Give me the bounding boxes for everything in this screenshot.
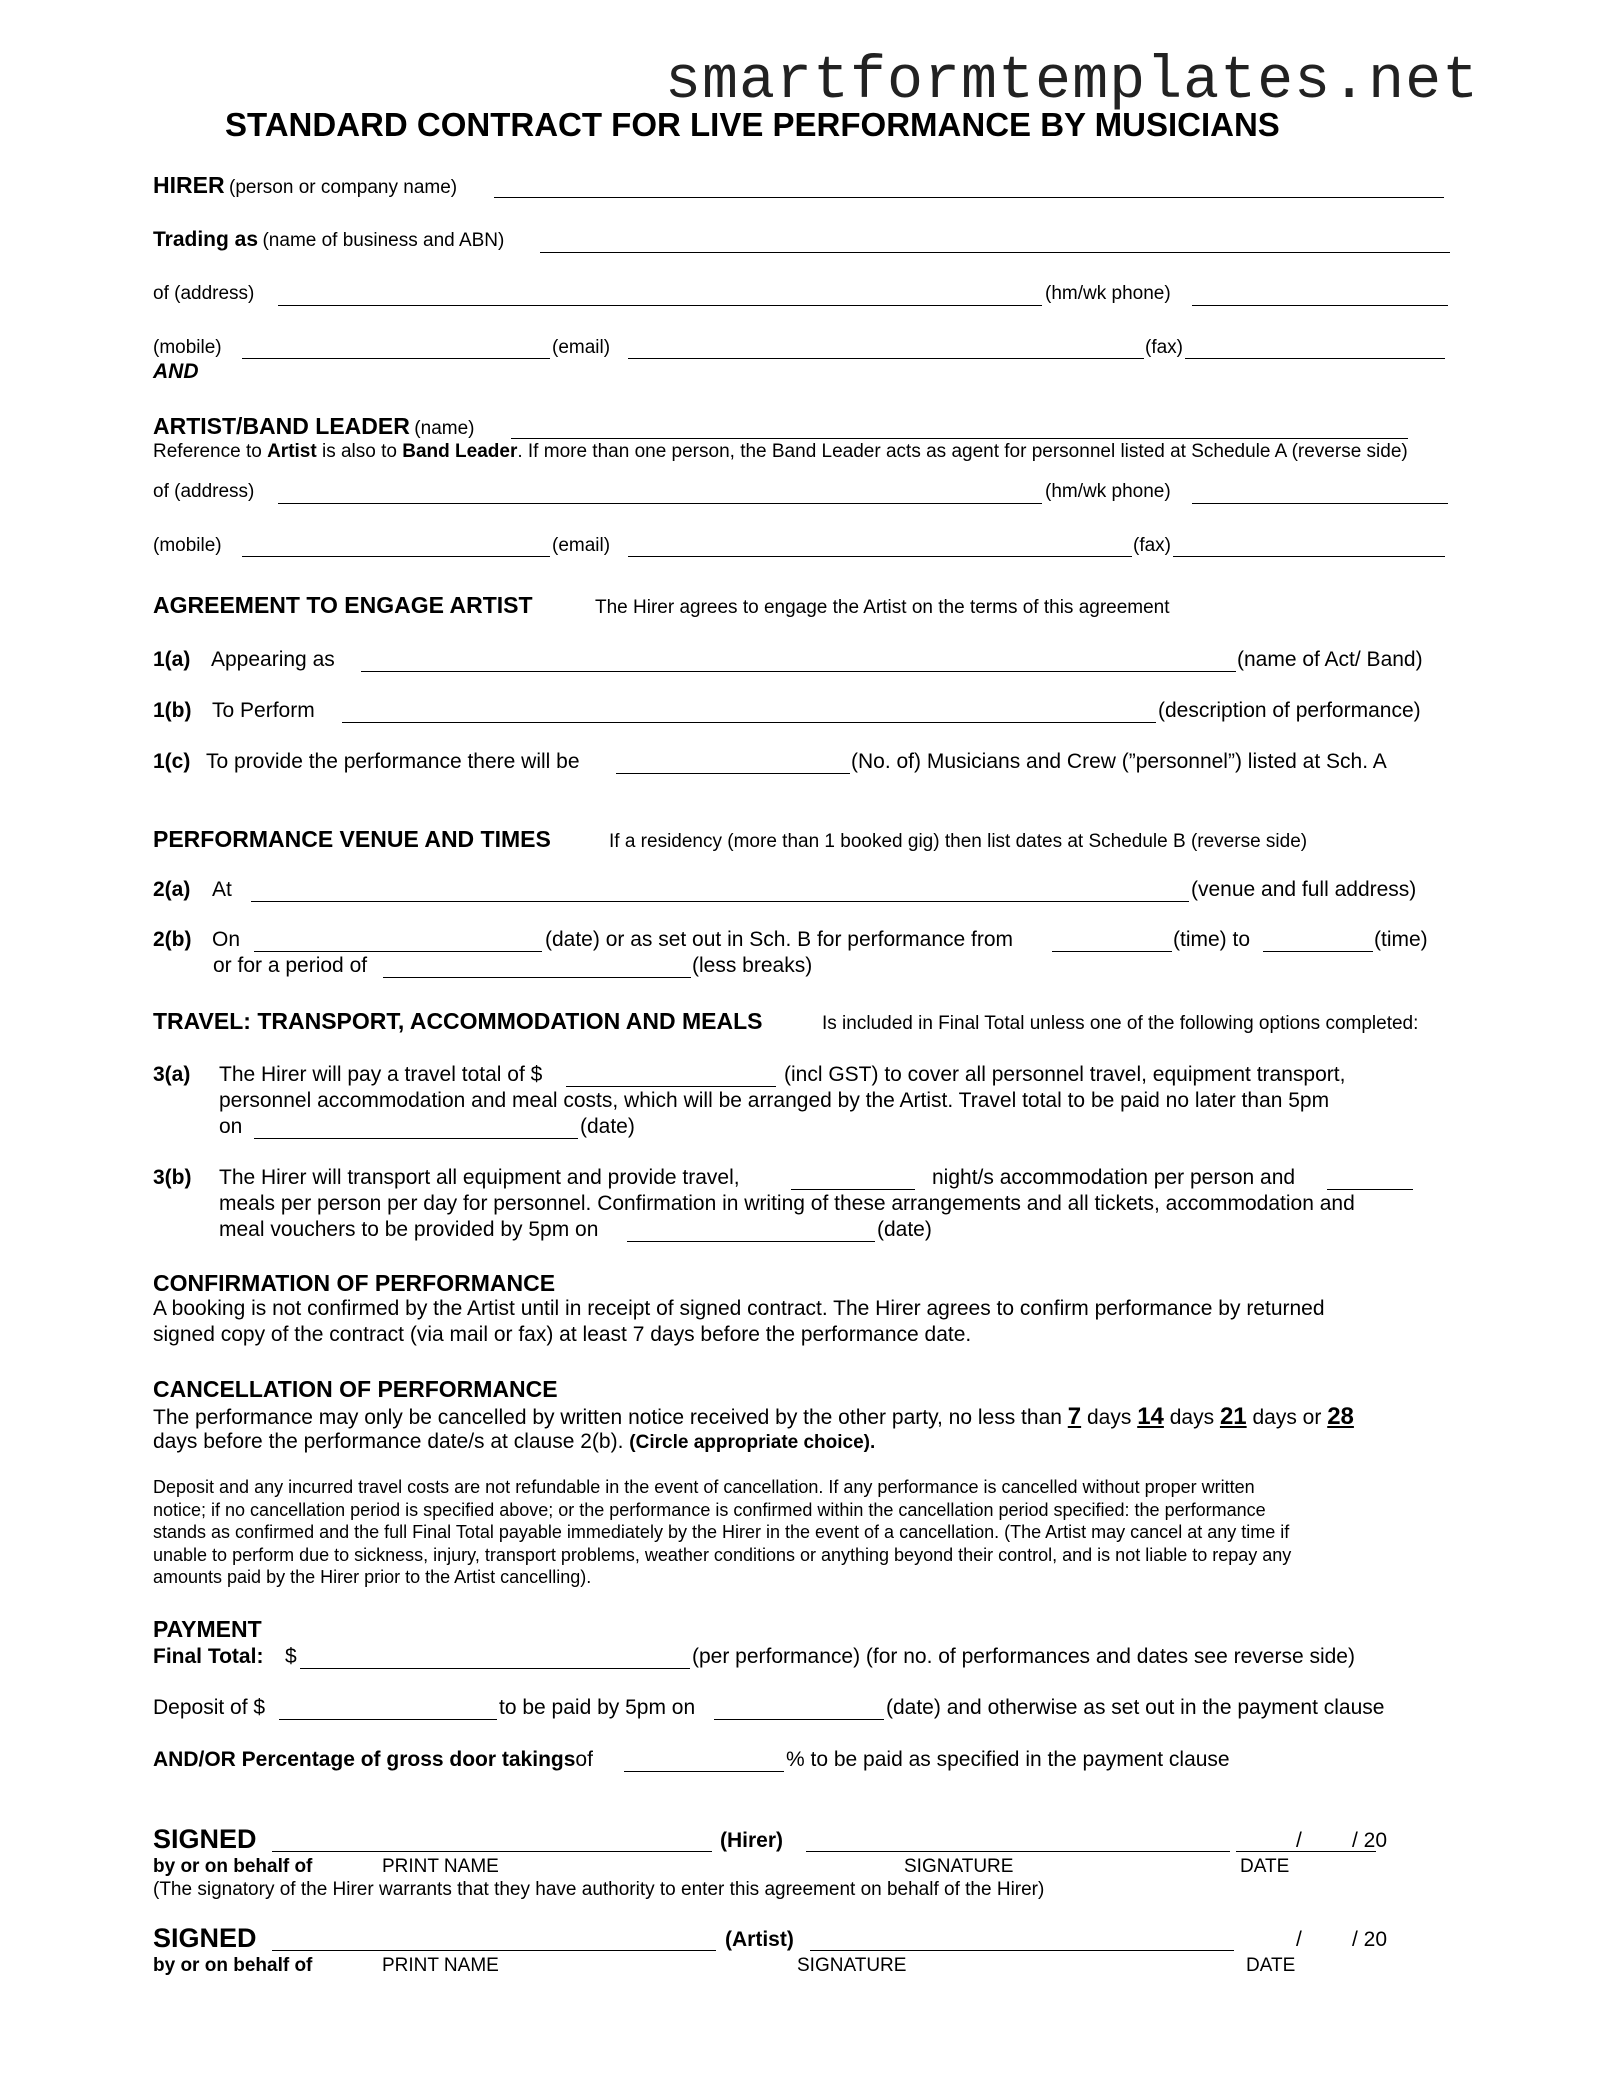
travel-total-field[interactable]	[566, 1086, 776, 1087]
artist-reference: Reference to Artist is also to Band Leader. If more than one person, the Band Leader acts as agent for personnel listed at Schedule A (reverse side)	[153, 441, 1408, 462]
artist-label: ARTIST/BAND LEADER	[153, 413, 410, 439]
clause-2b-period: or for a period of	[213, 954, 368, 977]
final-total-field[interactable]	[300, 1668, 690, 1669]
trading-hint: (name of business and ABN)	[262, 230, 505, 251]
clause-2b-mid: (date) or as set out in Sch. B for performance from	[545, 928, 1014, 951]
clause-3a-line2: personnel accommodation and meal costs, which will be arranged by the Artist. Travel total to be paid no later than 5pm	[219, 1089, 1330, 1112]
hirer-print-name-field[interactable]	[272, 1851, 712, 1852]
hirer-date-caption: DATE	[1240, 1856, 1290, 1877]
clause-3b-number: 3(b)	[153, 1166, 192, 1189]
hirer-email-field[interactable]	[628, 358, 1144, 359]
hirer-email-label: (email)	[552, 337, 611, 358]
clause-1c-label: To provide the performance there will be	[206, 750, 580, 773]
hirer-mobile-field[interactable]	[242, 358, 550, 359]
artist-role: (Artist)	[725, 1928, 794, 1951]
clause-3b-line3-a: meal vouchers to be provided by 5pm on	[219, 1218, 599, 1241]
clause-3b-line2: meals per person per day for personnel. Confirmation in writing of these arrangements and all tickets, accommodation and	[219, 1192, 1355, 1215]
confirmation-heading: CONFIRMATION OF PERFORMANCE	[153, 1270, 556, 1296]
artist-fax-field[interactable]	[1173, 556, 1445, 557]
hirer-signature-field[interactable]	[806, 1851, 1230, 1852]
travel-payment-date-field[interactable]	[254, 1138, 578, 1139]
performance-date-field[interactable]	[254, 951, 542, 952]
signed-artist-label: SIGNED	[153, 1923, 257, 1953]
clause-1a-number: 1(a)	[153, 648, 191, 671]
clause-1a-suffix: (name of Act/ Band)	[1237, 648, 1423, 671]
agreement-heading: AGREEMENT TO ENGAGE ARTIST	[153, 592, 533, 618]
hirer-print-caption: PRINT NAME	[382, 1856, 499, 1877]
notice-option-14[interactable]: 14	[1137, 1403, 1164, 1430]
artist-name-field[interactable]	[511, 438, 1408, 439]
artist-phone-field[interactable]	[1192, 503, 1448, 504]
meals-field[interactable]	[1327, 1189, 1413, 1190]
notice-option-7[interactable]: 7	[1067, 1403, 1082, 1430]
page-title: STANDARD CONTRACT FOR LIVE PERFORMANCE BY MUSICIANS	[225, 106, 1280, 143]
clause-2b-number: 2(b)	[153, 928, 192, 951]
clause-2a-label: At	[212, 878, 232, 901]
clause-2a-suffix: (venue and full address)	[1191, 878, 1417, 901]
travel-heading: TRAVEL: TRANSPORT, ACCOMMODATION AND MEALS	[153, 1008, 763, 1034]
artist-email-label: (email)	[552, 535, 611, 556]
deposit-date-field[interactable]	[714, 1719, 884, 1720]
artist-email-field[interactable]	[628, 556, 1132, 557]
hirer-behalf: by or on behalf of	[153, 1856, 313, 1877]
artist-print-name-field[interactable]	[272, 1950, 716, 1951]
hirer-phone-label: (hm/wk phone)	[1045, 283, 1171, 304]
hirer-warrant-note: (The signatory of the Hirer warrants that they have authority to enter this agreement on behalf of the Hirer)	[153, 1879, 1045, 1900]
artist-phone-label: (hm/wk phone)	[1045, 481, 1171, 502]
deposit-label: Deposit of $	[153, 1696, 266, 1719]
artist-behalf: by or on behalf of	[153, 1955, 313, 1976]
hirer-date-year: / 20	[1352, 1829, 1388, 1852]
nights-field[interactable]	[791, 1189, 915, 1190]
agreement-note: The Hirer agrees to engage the Artist on the terms of this agreement	[595, 597, 1170, 618]
venue-heading: PERFORMANCE VENUE AND TIMES	[153, 826, 551, 852]
travel-note: Is included in Final Total unless one of the following options completed:	[822, 1013, 1419, 1034]
artist-fax-label: (fax)	[1133, 535, 1171, 556]
clause-2b-breaks: (less breaks)	[692, 954, 813, 977]
artist-date-slash: /	[1296, 1928, 1302, 1951]
clause-1b-number: 1(b)	[153, 699, 192, 722]
cancellation-terms: Deposit and any incurred travel costs are not refundable in the event of cancellation. If any performance is cancelled without proper written notice; if no cancellation period is specified above; or the performance is confirmed within the cancellation period specified: the performance stands as confirmed and the full Final Total payable immediately by the Hirer in the event of a cancellation. (The Artist may cancel at any time if unable to perform due to sickness, injury, transport problems, weather conditions or anything beyond their control, and is not liable to repay any amounts paid by the Hirer prior to the Artist cancelling).	[153, 1477, 1292, 1587]
venue-address-field[interactable]	[251, 901, 1189, 902]
artist-signature-caption: SIGNATURE	[797, 1955, 907, 1976]
cancellation-line2: days before the performance date/s at clause 2(b). (Circle appropriate choice).	[153, 1430, 876, 1453]
hirer-role: (Hirer)	[720, 1829, 784, 1852]
confirmation-line1: A booking is not confirmed by the Artist until in receipt of signed contract. The Hirer agrees to confirm performance by returned	[153, 1297, 1325, 1320]
clause-1a-label: Appearing as	[211, 648, 335, 671]
vouchers-date-field[interactable]	[627, 1241, 875, 1242]
deposit-due-label: to be paid by 5pm on	[499, 1696, 696, 1719]
personnel-count-field[interactable]	[616, 773, 850, 774]
clause-3b-line1-b: night/s accommodation per person and	[932, 1166, 1296, 1189]
artist-hint: (name)	[414, 418, 475, 439]
and-label: AND	[153, 360, 199, 383]
artist-print-caption: PRINT NAME	[382, 1955, 499, 1976]
payment-heading: PAYMENT	[153, 1616, 262, 1642]
percentage-suffix: % to be paid as specified in the payment clause	[786, 1748, 1230, 1771]
period-field[interactable]	[383, 977, 691, 978]
final-total-label: Final Total:	[153, 1645, 264, 1668]
cancellation-heading: CANCELLATION OF PERFORMANCE	[153, 1376, 558, 1402]
clause-3b-line1-a: The Hirer will transport all equipment and provide travel,	[219, 1166, 740, 1189]
clause-3b-line3-date: (date)	[877, 1218, 932, 1241]
clause-1b-suffix: (description of performance)	[1158, 699, 1421, 722]
hirer-phone-field[interactable]	[1192, 305, 1448, 306]
artist-address-field[interactable]	[278, 503, 1042, 504]
percentage-label: AND/OR Percentage of gross door takings	[153, 1748, 576, 1771]
hirer-fax-field[interactable]	[1185, 358, 1445, 359]
performance-description-field[interactable]	[342, 722, 1156, 723]
deposit-amount-field[interactable]	[279, 1719, 497, 1720]
percentage-field[interactable]	[624, 1771, 784, 1772]
clause-1b-label: To Perform	[212, 699, 315, 722]
clause-2b-time-to: (time) to	[1173, 928, 1251, 951]
hirer-fax-label: (fax)	[1145, 337, 1183, 358]
start-time-field[interactable]	[1052, 951, 1172, 952]
trading-field[interactable]	[540, 252, 1450, 253]
clause-3a-line1-a: The Hirer will pay a travel total of $	[219, 1063, 543, 1086]
notice-option-28[interactable]: 28	[1327, 1403, 1354, 1430]
watermark: smartformtemplates.net	[665, 48, 1480, 116]
clause-2a-number: 2(a)	[153, 878, 191, 901]
end-time-field[interactable]	[1263, 951, 1373, 952]
clause-1c-number: 1(c)	[153, 750, 191, 773]
artist-mobile-field[interactable]	[242, 556, 550, 557]
artist-signature-field[interactable]	[810, 1950, 1234, 1951]
cancellation-line1: The performance may only be cancelled by written notice received by the other party, no less than 7 days 14 days 21 days or 28	[153, 1403, 1354, 1430]
clause-1c-suffix: (No. of) Musicians and Crew (”personnel”) listed at Sch. A	[851, 750, 1387, 773]
clause-3a-line1-b: (incl GST) to cover all personnel travel, equipment transport,	[784, 1063, 1346, 1086]
trading-label: Trading as	[153, 228, 259, 251]
hirer-hint: (person or company name)	[229, 177, 458, 198]
clause-3a-line3-date: (date)	[580, 1115, 635, 1138]
hirer-label: HIRER	[153, 172, 225, 198]
artist-date-year: / 20	[1352, 1928, 1388, 1951]
artist-date-caption: DATE	[1246, 1955, 1296, 1976]
artist-mobile-label: (mobile)	[153, 535, 222, 556]
act-name-field[interactable]	[361, 671, 1236, 672]
hirer-signature-caption: SIGNATURE	[904, 1856, 1014, 1877]
hirer-mobile-label: (mobile)	[153, 337, 222, 358]
final-total-suffix: (per performance) (for no. of performances and dates see reverse side)	[692, 1645, 1355, 1668]
deposit-suffix: (date) and otherwise as set out in the payment clause	[886, 1696, 1385, 1719]
hirer-address-label: of (address)	[153, 283, 255, 304]
percentage-row: AND/OR Percentage of gross door takingsof	[153, 1748, 593, 1771]
artist-address-label: of (address)	[153, 481, 255, 502]
final-total-dollar: $	[285, 1645, 297, 1668]
venue-note: If a residency (more than 1 booked gig) then list dates at Schedule B (reverse side)	[609, 831, 1308, 852]
notice-option-21[interactable]: 21	[1219, 1403, 1247, 1430]
hirer-name-field[interactable]	[494, 197, 1444, 198]
clause-3a-number: 3(a)	[153, 1063, 191, 1086]
signed-hirer-label: SIGNED	[153, 1824, 257, 1854]
confirmation-line2: signed copy of the contract (via mail or fax) at least 7 days before the performance date.	[153, 1323, 972, 1346]
clause-2b-on: On	[212, 928, 241, 951]
clause-3a-line3-on: on	[219, 1115, 243, 1138]
hirer-address-field[interactable]	[278, 305, 1042, 306]
hirer-date-slash: /	[1296, 1829, 1302, 1852]
clause-2b-time: (time)	[1374, 928, 1428, 951]
